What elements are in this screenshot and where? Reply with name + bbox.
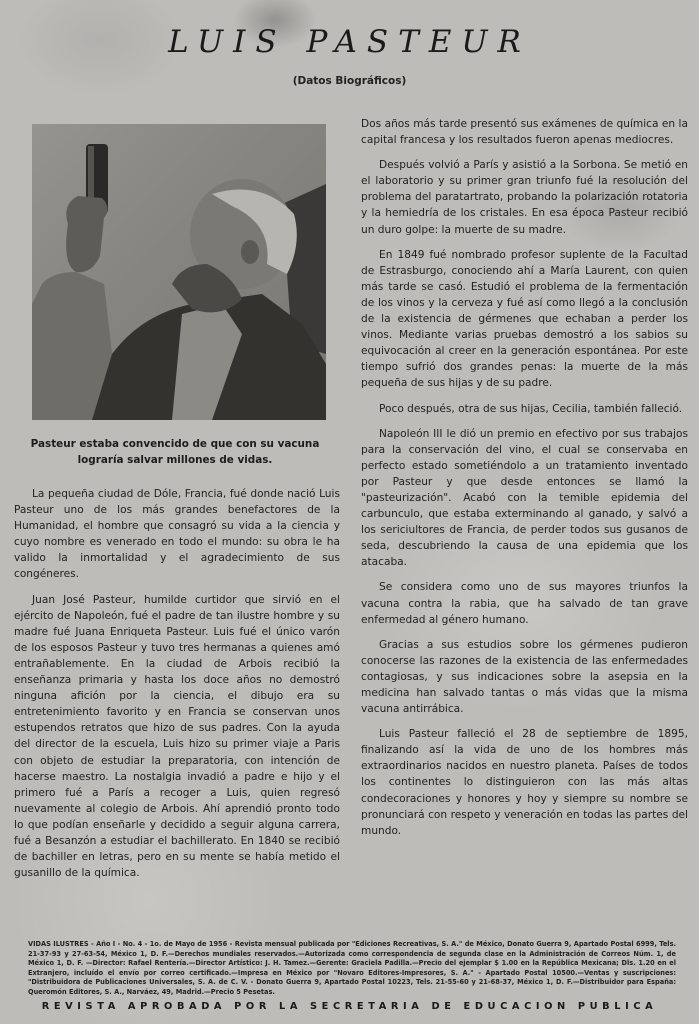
illustration-caption: Pasteur estaba convencido de que con su vacuna lograría salvar millones de vidas. <box>30 438 320 466</box>
paragraph: Juan José Pasteur, humilde curtidor que sirvió en el ejército de Napoleón, fué el padre de tan ilustre hombre y su madre fué Juana Enriqueta Pasteur. Luis fué el único varón de los esposos Pasteur y tuvo tres hermanas a quienes amó entrañablemente. En la ciudad de Arbois recibió la enseñanza primaria y hasta los doce años no demostró ninguna afición por la ciencia, el dibujo era su entretenimiento favorito y en Francia se conservan unos estupendos retratos que hizo de sus padres. Con la ayuda del director de la escuela, Luis hizo su primer viaje a Paris con objeto de estudiar la preparatoria, con intención de hacerse maestro. La nostalgia invadió a padre e hijo y el primero fué a París a recoger a Luis, quien regresó nuevamente al colegio de Arbois. Ahí aprendió pronto todo lo que podían enseñarle y decidido a seguir alguna carrera, fué a Besanzón a estudiar el bachillerato. En 1840 se recibió de bachiller en letras, pero en su mente se había metido el gusanillo de la química. <box>14 593 340 880</box>
ear <box>241 240 259 264</box>
paragraph: La pequeña ciudad de Dóle, Francia, fué donde nació Luis Pasteur uno de los más grandes benefactores de la Humanidad, el hombre que consagró su vida a la ciencia y cuyo nombre es venerado en todo el mundo: su obra le ha valido la inmortalidad y el agradecimiento de sus congéneres. <box>14 488 340 581</box>
pasteur-illustration <box>32 124 326 420</box>
paragraph: Después volvió a París y asistió a la Sorbona. Se metió en el laboratorio y su primer gran triunfo fué la resolución del problema del paratartrato, probando la polarización rotatoria y la hemiedría de los cristales. En esa época Pasteur recibió un duro golpe: la muerte de su madre. <box>361 159 688 236</box>
illustration-drawing <box>32 124 326 420</box>
paragraph: Luis Pasteur falleció el 28 de septiembre de 1895, finalizando así la vida de uno de los hombres más extraordinarios nacidos en nuestro planeta. Países de todos los continentes lo distinguieron con las más altas condecoraciones y honores y hoy y siempre su nombre se pronunciará con respeto y veneración en todas las partes del mundo. <box>361 728 688 837</box>
left-column <box>14 486 340 890</box>
page-title: LUIS PASTEUR <box>168 24 531 60</box>
paragraph: Se considera como uno de sus mayores triunfos la vacuna contra la rabia, que ha salvado de tan grave enfermedad al género humano. <box>361 581 688 626</box>
paragraph: Gracias a sus estudios sobre los gérmenes pudieron conocerse las razones de la existencia de las enfermedades contagiosas, y sus indicaciones sobre la asepsia en la medicina han salvado tantas o más vidas que la misma vacuna antirrábica. <box>361 638 688 716</box>
paragraph: Napoleón III le dió un premio en efectivo por sus trabajos para la conservación del vino, el cual se conservaba en perfecto estado sometiéndolo a un tratamiento inventado por Pasteur y que desde entonces se llamó la "pasteurización". Acabó con la temible epidemia del carbunculo, que estaba exterminando al ganado, y salvó a los sericiultores de Francia, de perder todos sus gusanos de seda, descubriendo la causa de una epidemia que los atacaba. <box>361 427 688 569</box>
paragraph: En 1849 fué nombrado profesor suplente de la Facultad de Estrasburgo, conociendo ahí a María Laurent, con quien más tarde se casó. Estudió el problema de la fermentación de los vinos y la cerveza y fué así como llegó a la conclusión de la existencia de gérmenes que echaban a perder los vinos. Mediante varias pruebas demostró a los sabios su equivocación al creer en la generación espontánea. Por este tiempo sufrió dos grandes penas: la muerte de la más pequeña de sus hijas y de su padre. <box>361 248 688 390</box>
approval-notice: REVISTA APROBADA POR LA SECRETARIA DE EDUCACION PUBLICA <box>41 1001 658 1012</box>
right-column <box>361 116 688 848</box>
page-subtitle: (Datos Biográficos) <box>292 75 407 87</box>
paragraph: Dos años más tarde presentó sus exámenes de química en la capital francesa y los resultados fueron apenas mediocres. <box>361 118 688 147</box>
paragraph: Poco después, otra de sus hijas, Cecilia, también falleció. <box>379 402 683 415</box>
publication-imprint: VIDAS ILUSTRES - Año I - No. 4 - 1o. de Mayo de 1956 - Revista mensual publicada por "Ediciones Recreativas, S. A." de México, Donato Guerra 9, Apartado Postal 6999, Tels. 21-37-93 y 27-63-54, México 1, D. F.—Derechos mundiales reservados.—Autorizada como correspondencia de segunda clase en la Administración de Correos Núm. 1, de México 1, D. F. —Director: Rafael Rentería.—Director Artístico: J. H. Tamez.—Gerente: Graciela Padilla.—Precio del ejemplar $ 1.00 en la República Mexicana; Dls. 1.20 en el Extranjero, incluído el envío por correo certificado.—Impresa en México por "Novaro Editores-Impresores, S. A." - Apartado Postal 10500.—Ventas y suscripciones: "Distribuidora de Publicaciones Universales, S. A. de C. V. - Donato Guerra 9, Apartado Postal 10223, Tels. 21-55-60 y 21-68-37, México 1, D. F.—Distribuidor para España: Queromón Editores, S. A., Narváez, 49, Madrid.—Precio 5 Pesetas. <box>28 940 676 996</box>
